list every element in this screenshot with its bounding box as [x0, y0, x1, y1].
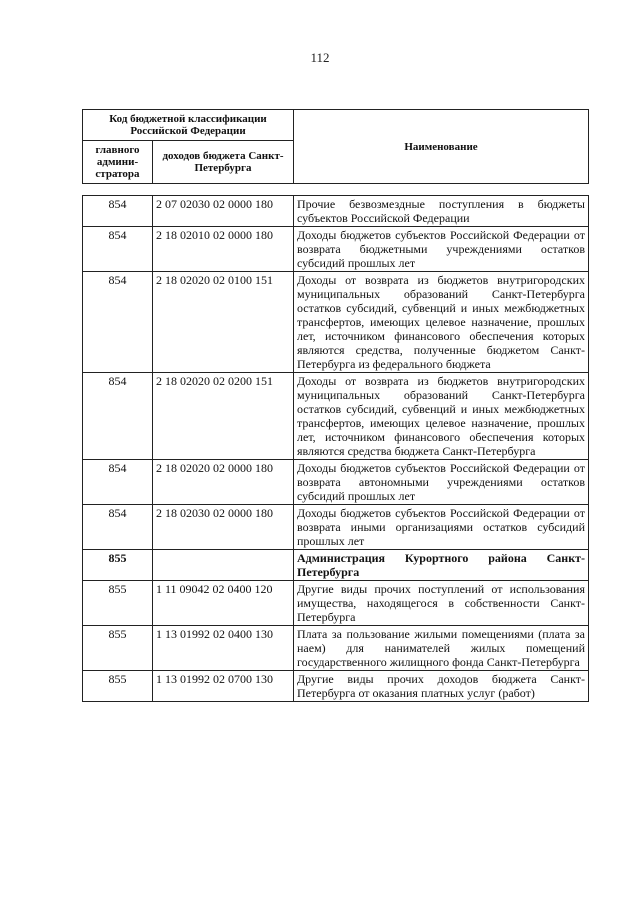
admin-cell: 854 — [83, 272, 153, 373]
table-row — [83, 626, 589, 671]
table-row — [83, 460, 589, 505]
page-number: 112 — [310, 50, 330, 65]
table-row — [83, 581, 589, 626]
table-header — [82, 109, 589, 184]
code-cell: 2 18 02030 02 0000 180 — [153, 505, 294, 550]
admin-cell: 854 — [83, 505, 153, 550]
table-row — [83, 373, 589, 460]
code-cell — [153, 550, 294, 581]
name-cell: Доходы бюджетов субъектов Российской Федерации от возврата иными организациями остатков субсидий прошлых лет — [294, 505, 589, 550]
admin-cell: 854 — [83, 227, 153, 272]
code-cell: 2 18 02020 02 0200 151 — [153, 373, 294, 460]
table-row — [83, 196, 589, 227]
kbk-table — [82, 195, 589, 702]
table-row — [83, 505, 589, 550]
name-column-header: Наименование — [294, 110, 589, 184]
admin-column-header: главного админи-стратора — [83, 141, 153, 184]
name-cell: Доходы от возврата из бюджетов внутригородских муниципальных образований Санкт-Петербурга остатков субсидий, субвенций и иных межбюджетных трансфертов, имеющих целевое назначение, прошлых лет, источником финансового обеспечения которых являются средства бюджета Санкт-Петербурга — [294, 373, 589, 460]
table-row — [83, 550, 589, 581]
admin-cell: 854 — [83, 460, 153, 505]
name-cell: Администрация Курортного района Санкт-Петербурга — [294, 550, 589, 581]
admin-cell: 855 — [83, 671, 153, 702]
name-cell: Доходы бюджетов субъектов Российской Федерации от возврата автономными учреждениями остатков субсидий прошлых лет — [294, 460, 589, 505]
admin-cell: 855 — [83, 550, 153, 581]
code-cell: 1 11 09042 02 0400 120 — [153, 581, 294, 626]
code-cell: 1 13 01992 02 0700 130 — [153, 671, 294, 702]
code-cell: 2 18 02020 02 0100 151 — [153, 272, 294, 373]
name-cell: Прочие безвозмездные поступления в бюджеты субъектов Российской Федерации — [294, 196, 589, 227]
code-cell: 2 07 02030 02 0000 180 — [153, 196, 294, 227]
name-cell: Доходы бюджетов субъектов Российской Федерации от возврата бюджетными учреждениями остатков субсидий прошлых лет — [294, 227, 589, 272]
admin-cell: 855 — [83, 626, 153, 671]
kbk-group-header: Код бюджетной классификации Российской Федерации — [83, 110, 294, 141]
admin-cell: 854 — [83, 196, 153, 227]
code-cell: 2 18 02010 02 0000 180 — [153, 227, 294, 272]
code-cell: 1 13 01992 02 0400 130 — [153, 626, 294, 671]
code-cell: 2 18 02020 02 0000 180 — [153, 460, 294, 505]
name-cell: Другие виды прочих поступлений от использования имущества, находящегося в собственности Санкт-Петербурга — [294, 581, 589, 626]
admin-cell: 855 — [83, 581, 153, 626]
admin-cell: 854 — [83, 373, 153, 460]
name-cell: Доходы от возврата из бюджетов внутригородских муниципальных образований Санкт-Петербурга остатков субсидий, субвенций и иных межбюджетных трансфертов, имеющих целевое назначение, прошлых лет, источником финансового обеспечения которых являются средства, полученные бюджетом Санкт-Петербурга из федерального бюджета — [294, 272, 589, 373]
name-cell: Другие виды прочих доходов бюджета Санкт-Петербурга от оказания платных услуг (работ) — [294, 671, 589, 702]
name-cell: Плата за пользование жилыми помещениями (плата за наем) для нанимателей жилых помещений государственного жилищного фонда Санкт-Петербурга — [294, 626, 589, 671]
table-row — [83, 227, 589, 272]
income-column-header: доходов бюджета Санкт-Петербурга — [153, 141, 294, 184]
table-row — [83, 272, 589, 373]
table-row — [83, 671, 589, 702]
